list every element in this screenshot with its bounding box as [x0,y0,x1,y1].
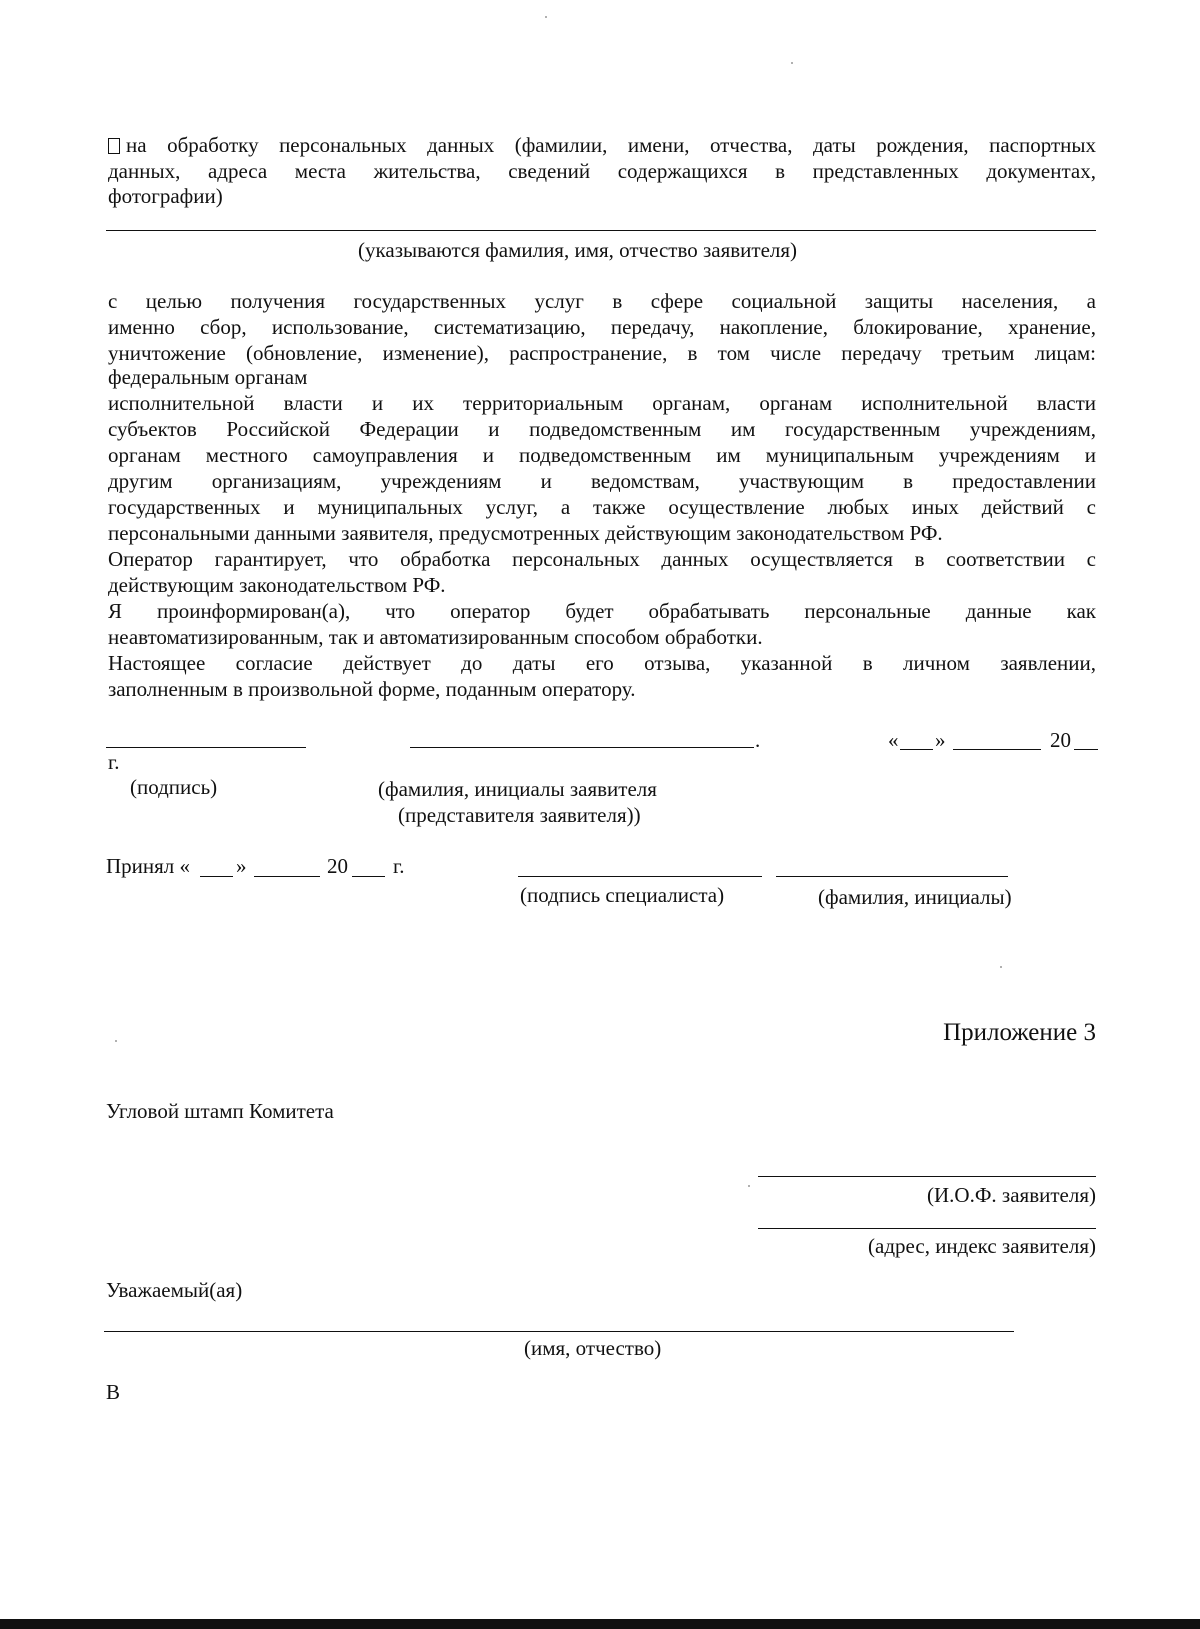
accepted-year-line[interactable] [352,876,385,877]
validity-line-1: Настоящее согласие действует до даты его отзыва, указанной в личном заявлении, [108,651,1096,675]
scan-speck [545,16,547,18]
applicant-name-caption: (указываются фамилия, имя, отчество заявителя) [358,238,798,262]
applicant-initials-caption-1: (фамилия, инициалы заявителя [378,777,657,801]
accepted-month-line[interactable] [254,876,320,877]
informed-line-1: Я проинформирован(а), что оператор будет обрабатывать персональные данные как [108,599,1096,623]
applicant-address-caption: (адрес, индекс заявителя) [868,1234,1096,1258]
scan-bottom-edge [0,1619,1200,1629]
specialist-signature-line[interactable] [518,876,762,877]
date-month-line[interactable] [953,749,1041,750]
signature-caption: (подпись) [130,775,218,799]
specialist-initials-line[interactable] [776,876,1008,877]
scan-speck [748,1185,750,1187]
scan-speck [115,1040,117,1042]
specialist-initials-caption: (фамилия, инициалы) [818,885,1012,909]
accepted-day-line[interactable] [200,876,233,877]
purpose-line-3: уничтожение (обновление, изменение), распространение, в том числе передачу третьим лицам: [108,341,1096,365]
accepted-year-suffix: г. [393,854,405,878]
addressee-name-line[interactable] [104,1331,1014,1332]
operator-line-2: действующим законодательством РФ. [108,573,446,597]
scan-speck [791,62,793,64]
consent-line-1: на обработку персональных данных (фамилии, имени, отчества, даты рождения, паспортных [108,132,1096,158]
date-close-quote: » [935,728,946,752]
greeting: Уважаемый(ая) [106,1278,243,1302]
date-year-line[interactable] [1074,749,1098,750]
operator-line-1: Оператор гарантирует, что обработка персональных данных осуществляется в соответствии с [108,547,1096,571]
applicant-initials-line[interactable] [410,747,754,748]
applicant-initials-caption-2: (представителя заявителя)) [398,803,641,827]
purpose-line-2: именно сбор, использование, систематизацию, передачу, накопление, блокирование, хранение, [108,315,1096,339]
specialist-signature-caption: (подпись специалиста) [520,883,725,907]
applicant-fio-caption: (И.О.Ф. заявителя) [927,1183,1096,1207]
purpose-line-10: персональными данными заявителя, предусмотренных действующим законодательством РФ. [108,521,943,545]
validity-line-2: заполненным в произвольной форме, поданным оператору. [108,677,636,701]
purpose-line-6: субъектов Российской Федерации и подведомственным им государственным учреждениям, [108,417,1096,441]
addressee-name-caption: (имя, отчество) [524,1336,662,1360]
scan-speck [1000,966,1002,968]
applicant-fio-line[interactable] [758,1176,1096,1177]
date-year-prefix: 20 [1050,728,1071,752]
appendix-title: Приложение 3 [943,1019,1096,1046]
applicant-name-line [106,230,1096,231]
purpose-line-4: федеральным органам [108,365,308,389]
accepted-close-quote: » [236,854,247,878]
body-start: В [106,1380,121,1404]
purpose-line-9: государственных и муниципальных услуг, а также осуществление любых иных действий с [108,495,1096,519]
purpose-line-5: исполнительной власти и их территориальным органам, органам исполнительной власти [108,391,1096,415]
dot: . [755,728,761,752]
date-open-quote: « [888,728,899,752]
applicant-address-line[interactable] [758,1228,1096,1229]
accepted-label: Принял « [106,854,191,878]
date-year-suffix: г. [108,750,120,774]
signature-line[interactable] [106,747,306,748]
corner-stamp-label: Угловой штамп Комитета [106,1099,334,1123]
purpose-line-1: с целью получения государственных услуг в сфере социальной защиты населения, а [108,289,1096,313]
consent-line-2: данных, адреса места жительства, сведений содержащихся в представленных документах, [108,159,1096,183]
checkbox-icon[interactable] [108,138,120,154]
consent-line-3: фотографии) [108,184,223,208]
date-day-line[interactable] [900,749,933,750]
informed-line-2: неавтоматизированным, так и автоматизированным способом обработки. [108,625,763,649]
accepted-year-prefix: 20 [327,854,348,878]
purpose-line-8: другим организациям, учреждениям и ведомствам, участвующим в предоставлении [108,469,1096,493]
purpose-line-7: органам местного самоуправления и подведомственным им муниципальным учреждениям и [108,443,1096,467]
